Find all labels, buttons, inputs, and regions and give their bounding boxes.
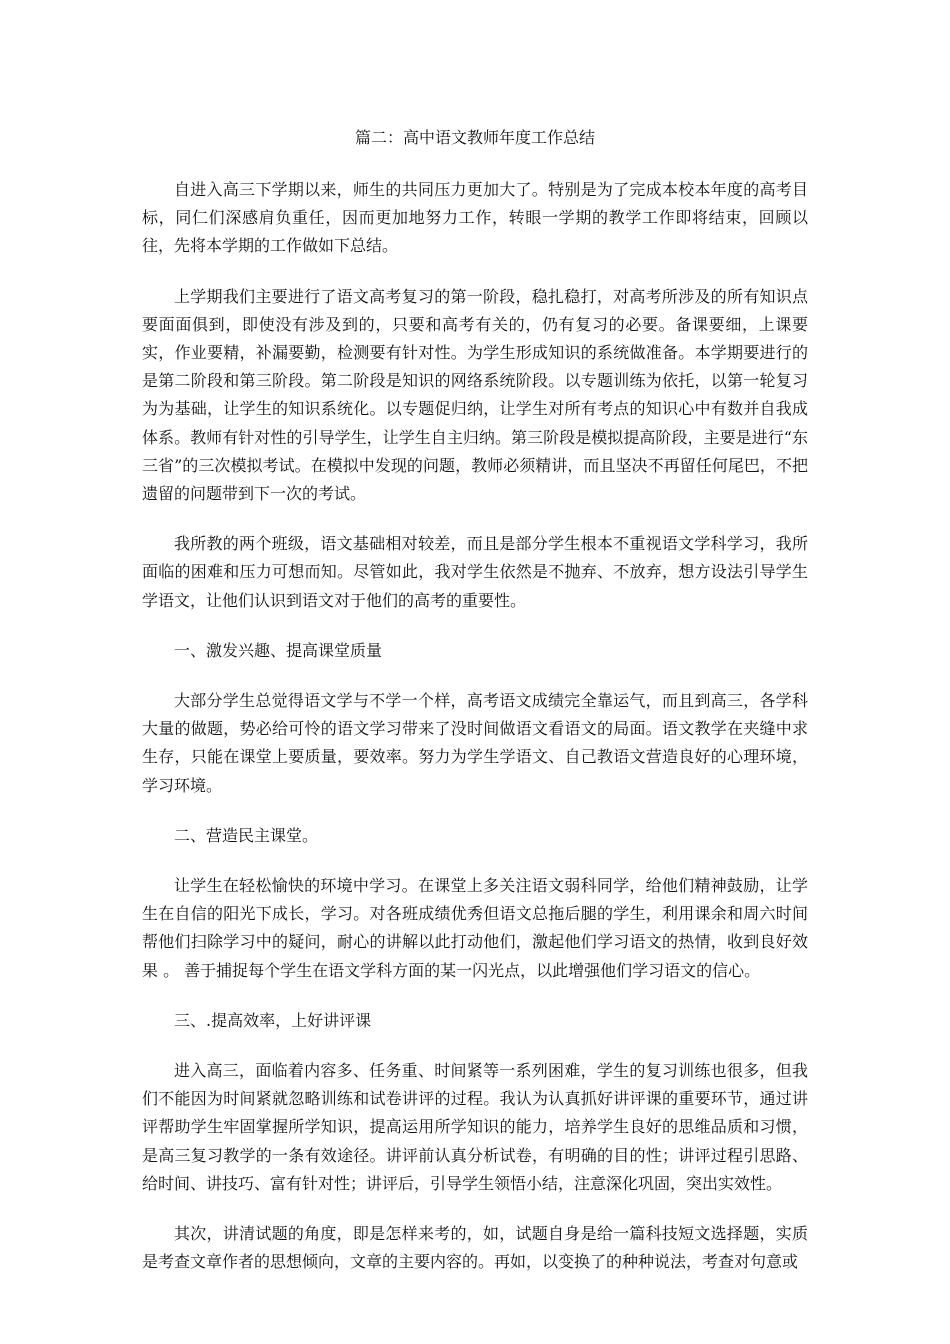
document-title: 篇二：高中语文教师年度工作总结 [354, 128, 595, 147]
paragraph-review-stages: 上学期我们主要进行了语文高考复习的第一阶段，稳扎稳打，对高考所涉及的所有知识点要面面俱到，即使没有涉及到的，只要和高考有关的，仍有复习的必要。备课要细，上课要实，作业要精，补漏要勤，检测要有针对性。为学生形成知识的系统做准备。本学期要进行的是第二阶段和第三阶段。第二阶段是知识的网络系统阶段。以专题训练为依托，以第一轮复习为为基础，让学生的知识系统化。以专题促归纳，让学生对所有考点的知识心中有数并自我成体系。教师有针对性的引导学生，让学生自主归纳。第三阶段是模拟提高阶段，主要是进行“东三省”的三次模拟考试。在模拟中发现的问题，教师必须精讲，而且坚决不再留任何尾巴，不把遗留的问题带到下一次的考试。 [142, 286, 808, 504]
paragraph-democratic-class: 让学生在轻松愉快的环境中学习。在课堂上多关注语文弱科同学，给他们精神鼓励，让学生在自信的阳光下成长，学习。对各班成绩优秀但语文总拖后腿的学生，利用课余和周六时间帮他们扫除学习中的疑问，耐心的讲解以此打动他们，激起他们学习语文的热情，收到良好效果 。 善于捕捉每个学生在语文学科方面的某一闪光点，以此增强他们学习语文的信心。 [142, 876, 808, 980]
document-body [142, 124, 808, 1299]
section-heading-3: 三、.提高效率，上好讲评课 [174, 1010, 372, 1030]
section-heading-2: 二、营造民主课堂。 [174, 825, 319, 845]
paragraph-interest: 大部分学生总觉得语文学与不学一个样，高考语文成绩完全靠运气，而且到高三，各学科大量的做题，势必给可怜的语文学习带来了没时间做语文看语文的局面。语文教学在夹缝中求生存，只能在课堂上要质量，要效率。努力为学生学语文、自己教语文营造良好的心理环境，学习环境。 [142, 691, 808, 795]
paragraph-review-lessons: 进入高三，面临着内容多、任务重、时间紧等一系列困难，学生的复习训练也很多，但我们不能因为时间紧就忽略训练和试卷讲评的过程。我认为认真抓好讲评课的重要环节，通过讲评帮助学生牢固掌握所学知识，提高运用所学知识的能力，培养学生良好的思维品质和习惯，是高三复习教学的一条有效途径。讲评前认真分析试卷，有明确的目的性；讲评过程引思路、给时间、讲技巧、富有针对性；讲评后，引导学生领悟小结，注意深化巩固，突出实效性。 [142, 1061, 808, 1193]
paragraph-question-angle: 其次，讲清试题的角度，即是怎样来考的，如，试题自身是给一篇科技短文选择题，实质是考查文章作者的思想倾向，文章的主要内容的。再如，以变换了的种种说法，考查对句意或 [142, 1224, 808, 1272]
section-heading-1: 一、激发兴趣、提高课堂质量 [174, 640, 383, 660]
paragraph-class-situation: 我所教的两个班级，语文基础相对较差，而且是部分学生根本不重视语文学科学习，我所面临的困难和压力可想而知。尽管如此，我对学生依然是不抛弃、不放弃，想方设法引导学生学语文，让他们认识到语文对于他们的高考的重要性。 [142, 534, 808, 610]
paragraph-intro: 自进入高三下学期以来，师生的共同压力更加大了。特别是为了完成本校本年度的高考目标，同仁们深感肩负重任，因而更加地努力工作，转眼一学期的教学工作即将结束，回顾以往，先将本学期的工作做如下总结。 [142, 180, 808, 256]
